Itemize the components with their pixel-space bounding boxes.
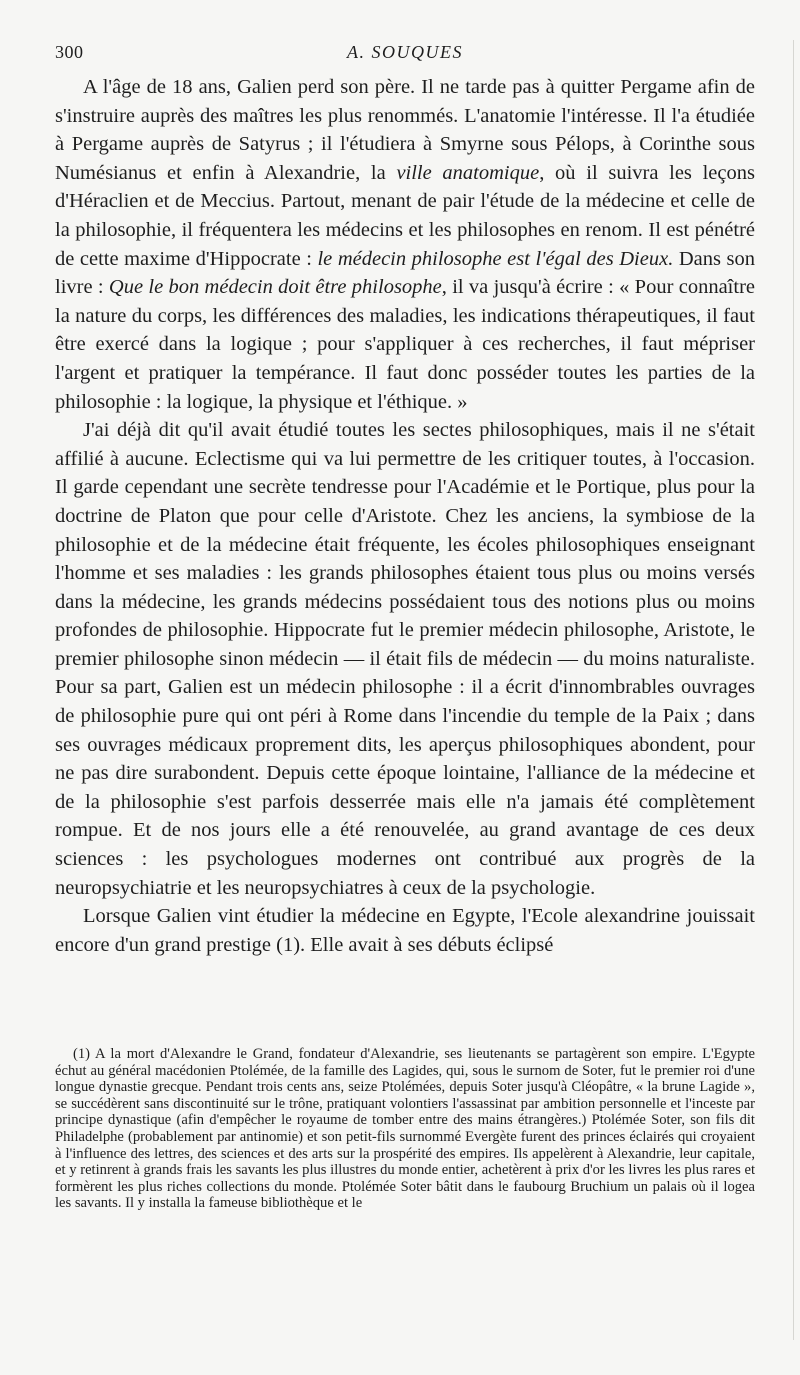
italic-book-title: Que le bon médecin doit être philosophe: [108, 276, 442, 299]
page-number: 300: [55, 42, 84, 62]
text-run: , il va jusqu'à écrire : « Pour connaître la nature du corps, les différences des maladies, les indications thérapeutiques, il faut être exercé dans la logique ; pour s'appliquer à ces recherches, il faut mépriser l'argent et pratiquer la tempérance. Il faut donc posséder toutes les parties de la philosophie : la logique, la physique et l'éthique. »: [55, 276, 755, 413]
paragraph-3: Lorsque Galien vint étudier la médecine en Egypte, l'Ecole alexandrine jouissait encore d'un grand prestige (1). Elle avait à ses débuts éclipsé: [55, 905, 755, 956]
paragraph-2: J'ai déjà dit qu'il avait étudié toutes les sectes philosophiques, mais il ne s'était affilié à aucune. Eclectisme qui va lui permettre de les critiquer toutes, à l'occasion. Il garde cependant une secrète tendresse pour l'Académie et le Portique, plus pour la doctrine de Platon que pour celle d'Aristote. Chez les anciens, la symbiose de la philosophie et de la médecine était fréquente, les écoles philosophiques enseignant l'homme et ses maladies : les grands philosophes étaient tous plus ou moins versés dans la médecine, les grands médecins possédaient tous des notions plus ou moins profondes de philosophie. Hippocrate fut le premier médecin philosophe, Aristote, le premier philosophe sinon médecin — il était fils de médecin — du moins naturaliste. Pour sa part, Galien est un médecin philosophe : il a écrit d'innombrables ouvrages de philosophie pure qui ont péri à Rome dans l'incendie du temple de la Paix ; dans ses ouvrages médicaux proprement dits, les aperçus philosophiques abondent, pour ne pas dire surabondent. Depuis cette époque lointaine, l'alliance de la médecine et de la philosophie s'est parfois desserrée mais elle n'a jamais été complètement rompue. Et de nos jours elle a été renouvelée, au grand avantage de ces deux sciences : les psychologues modernes ont contribué aux progrès de la neuropsychiatrie et les neuropsychiatres à ceux de la psychologie.: [55, 419, 755, 899]
text-run: Dans son livre :: [55, 247, 756, 299]
italic-quote: le médecin philosophe est l'égal des Dieux.: [317, 247, 674, 270]
text-run: , où il suivra les leçons d'Héraclien et de Meccius. Partout, menant de pair l'étude de la médecine et celle de la philosophie, il fréquentera les médecins et les philosophes en renom. Il est pénétré de cette maxime d'Hippocrate :: [55, 161, 755, 270]
page-edge-line: [793, 40, 794, 1340]
body-text: [55, 73, 755, 959]
italic-run: ville anatomique: [396, 161, 540, 184]
running-head: A. SOUQUES: [347, 42, 463, 62]
page-header: [55, 42, 755, 68]
paragraph-1: [55, 73, 755, 416]
text-run: A l'âge de 18 ans, Galien perd son père. Il ne tarde pas à quitter Pergame afin de s'instruire auprès des maîtres les plus renommés. L'anatomie l'intéresse. Il l'a étudiée à Pergame auprès de Satyrus ; il l'étudiera à Smyrne sous Pélops, à Corinthe sous Numésianus et enfin à Alexandrie, la: [55, 76, 755, 184]
footnote-block: [55, 1046, 755, 1212]
footnote-1: (1) A la mort d'Alexandre le Grand, fondateur d'Alexandrie, ses lieutenants se partagèrent son empire. L'Egypte échut au général macédonien Ptolémée, de la famille des Lagides, qui, sous le surnom de Soter, fut le premier roi d'une longue dynastie grecque. Pendant trois cents ans, seize Ptolémées, depuis Soter jusqu'à Cléopâtre, « la brune Lagide », se succédèrent sans discontinuité sur le trône, pratiquant volontiers l'assassinat par ambition personnelle et l'inceste par principe dynastique (afin d'empêcher le royaume de tomber entre des mains étrangères.) Ptolémée Soter, son fils dit Philadelphe (probablement par antinomie) et son petit-fils surnommé Evergète furent des princes éclairés qui croyaient à l'influence des lettres, des sciences et des arts sur la prospérité des empires. Ils appelèrent à Alexandrie, leur capitale, et y retinrent à grands frais les savants les plus illustres du monde entier, achetèrent à prix d'or les livres les plus rares et formèrent les plus riches collections du monde. Ptolémée Soter bâtit dans le faubourg Bruchium un palais où il logea les savants. Il y installa la fameuse bibliothèque et le: [55, 1046, 755, 1212]
